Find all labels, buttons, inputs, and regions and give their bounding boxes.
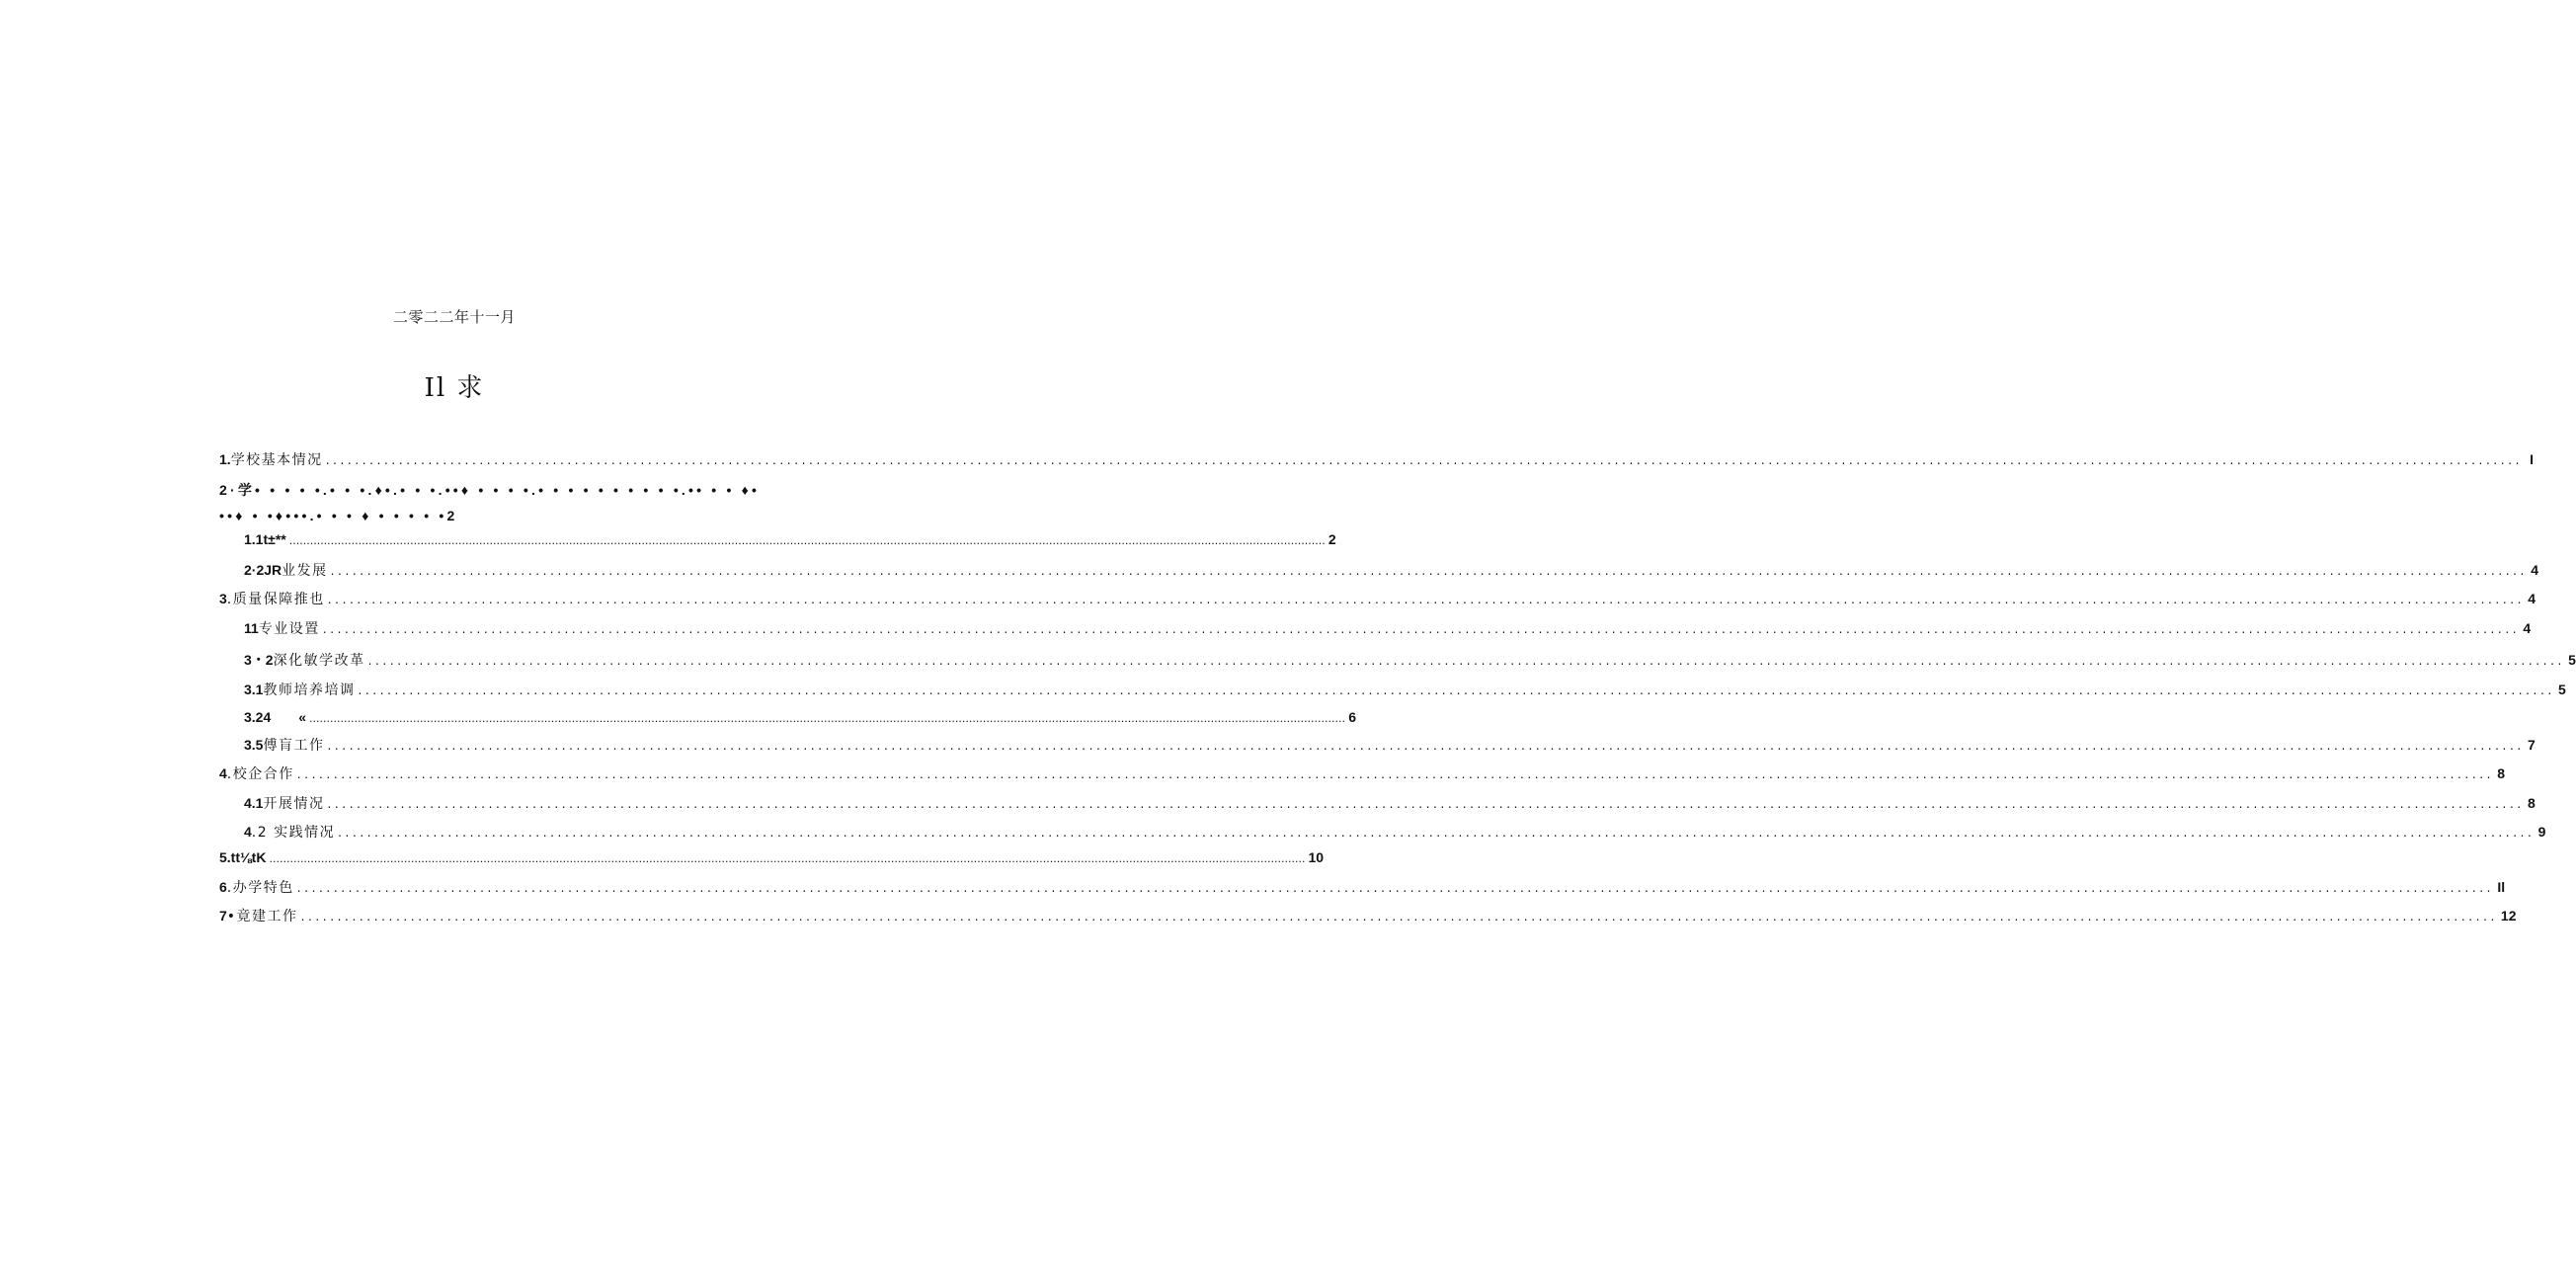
toc-entry-number: 3.1 <box>244 682 264 697</box>
table-of-contents <box>219 0 2576 1285</box>
toc-entry[interactable] <box>219 877 2506 899</box>
toc-leader-dots: ............................................................................................................................................................................................................................................................................................................ <box>327 593 2526 606</box>
toc-entry[interactable] <box>219 822 2546 843</box>
toc-page-number: Il <box>2497 879 2506 895</box>
toc-entry-label: 专业设置 <box>258 621 320 637</box>
toc-entry[interactable] <box>219 560 2538 582</box>
toc-leader-dots: ............................................................................................................................................................................................................................................................................................................ <box>296 767 2495 781</box>
toc-page-number: 5 <box>2568 652 2576 668</box>
toc-entry-number: 3・2 <box>244 652 274 668</box>
toc-leader-dots: ............................................................................................................................................................................................................................................................................................................ <box>296 881 2495 895</box>
toc-leader-dots: ............................................................................................................................................................................................................................................................................................................ <box>269 852 1306 865</box>
toc-leader-dots: ............................................................................................................................................................................................................................................................................................................ <box>330 564 2528 578</box>
toc-page-number: 2 <box>1328 531 1336 547</box>
toc-entry-number: 7 <box>219 908 227 924</box>
toc-entry[interactable] <box>219 906 2517 927</box>
toc-entry-label: .办学特色 <box>226 880 294 896</box>
toc-entry[interactable] <box>219 707 1357 729</box>
toc-page-number: 4 <box>2523 620 2532 636</box>
toc-entry-label: 4 « <box>263 709 307 725</box>
toc-page-number: 12 <box>2500 908 2517 924</box>
toc-entry-number: 4 <box>219 765 227 781</box>
toc-leader-dots: ............................................................................................................................................................................................................................................................................................................ <box>322 622 2521 636</box>
toc-entry-number: 4.1 <box>244 795 264 811</box>
toc-entry-label: .校企合作 <box>226 766 294 782</box>
toc-entry-number: 11 <box>244 620 259 636</box>
toc-leader-dots: ............................................................................................................................................................................................................................................................................................................ <box>325 453 2524 467</box>
toc-entry-number: 1.1 <box>244 531 264 547</box>
toc-page-number: 4 <box>2528 591 2536 606</box>
toc-page-number: 6 <box>1348 709 1357 725</box>
toc-entry-label: •竟建工作 <box>226 909 298 924</box>
toc-entry-label: 教师培养培调 <box>263 683 356 698</box>
date-line: 二零二二年十一月 <box>392 308 516 326</box>
toc-entry-label: .2 实践情况 <box>251 825 336 841</box>
toc-page-number: 10 <box>1308 849 1325 865</box>
toc-page-number: I <box>2530 451 2535 467</box>
toc-entry-number: 3.5 <box>244 737 264 753</box>
toc-heading: Il 求 <box>424 373 485 403</box>
toc-entry[interactable] <box>219 650 2576 672</box>
toc-entry-number: 4 <box>244 824 252 840</box>
toc-entry-label: 开展情况 <box>263 796 325 812</box>
toc-entry-label: .tt⅛tK <box>226 849 267 865</box>
toc-entry-number: 1. <box>219 451 231 467</box>
toc-leader-dots: ............................................................................................................................................................................................................................................................................................................ <box>327 739 2525 753</box>
toc-page-number: 4 <box>2531 562 2538 578</box>
toc-entry-label: 深化敏学改革 <box>273 653 365 669</box>
toc-entry[interactable] <box>219 763 2506 785</box>
toc-entry-number: 6 <box>219 879 227 895</box>
toc-entry[interactable] <box>219 735 2536 757</box>
toc-entry-label: 傅肓工作 <box>263 738 325 754</box>
toc-page-number: 8 <box>2528 795 2536 811</box>
toc-leader-dots: ............................................................................................................................................................................................................................................................................................................ <box>288 534 1326 547</box>
toc-page-number: 7 <box>2528 737 2536 753</box>
toc-entry[interactable] <box>219 589 2536 610</box>
toc-entry[interactable] <box>219 531 1336 553</box>
toc-entry-2[interactable] <box>219 477 765 528</box>
toc-entry-number: 2· <box>219 482 238 498</box>
toc-entry-number: 5 <box>219 849 227 865</box>
toc-leader-dots: ............................................................................................................................................................................................................................................................................................................ <box>309 712 1346 725</box>
toc-leader-dots: ............................................................................................................................................................................................................................................................................................................ <box>300 910 2498 924</box>
toc-entry-number: 2·2JR <box>244 562 282 578</box>
toc-entry-label: 业发展 <box>282 563 328 579</box>
toc-entry-number: 3 <box>219 591 227 606</box>
toc-leader-dots: ............................................................................................................................................................................................................................................................................................................ <box>358 683 2555 697</box>
toc-leader-dots: ............................................................................................................................................................................................................................................................................................................ <box>338 826 2536 840</box>
toc-page-number: 5 <box>2558 682 2566 697</box>
toc-leader-dots: ............................................................................................................................................................................................................................................................................................................ <box>367 654 2565 668</box>
toc-leader-dots: ............................................................................................................................................................................................................................................................................................................ <box>327 797 2525 811</box>
toc-page-number: 9 <box>2537 824 2546 840</box>
toc-entry[interactable] <box>219 793 2536 815</box>
toc-entry-garbled-text: 学• • • • •.• • •.♦•.• • •.••♦ • • • •.• • • • • • • • • •.•• • • ♦•••♦ • •♦•••.• • • ♦ • • • • •2 <box>219 482 761 523</box>
toc-entry-label: 学校基本情况 <box>230 452 323 468</box>
toc-entry[interactable] <box>219 618 2532 640</box>
toc-page-number: 8 <box>2497 765 2506 781</box>
toc-entry[interactable] <box>219 449 2535 471</box>
toc-entry[interactable] <box>219 849 1325 871</box>
toc-entry[interactable] <box>219 680 2566 701</box>
toc-entry-number: 3.2 <box>244 709 264 725</box>
toc-entry-label: .质量保障推也 <box>226 592 325 607</box>
toc-entry-label: t±** <box>263 531 286 547</box>
